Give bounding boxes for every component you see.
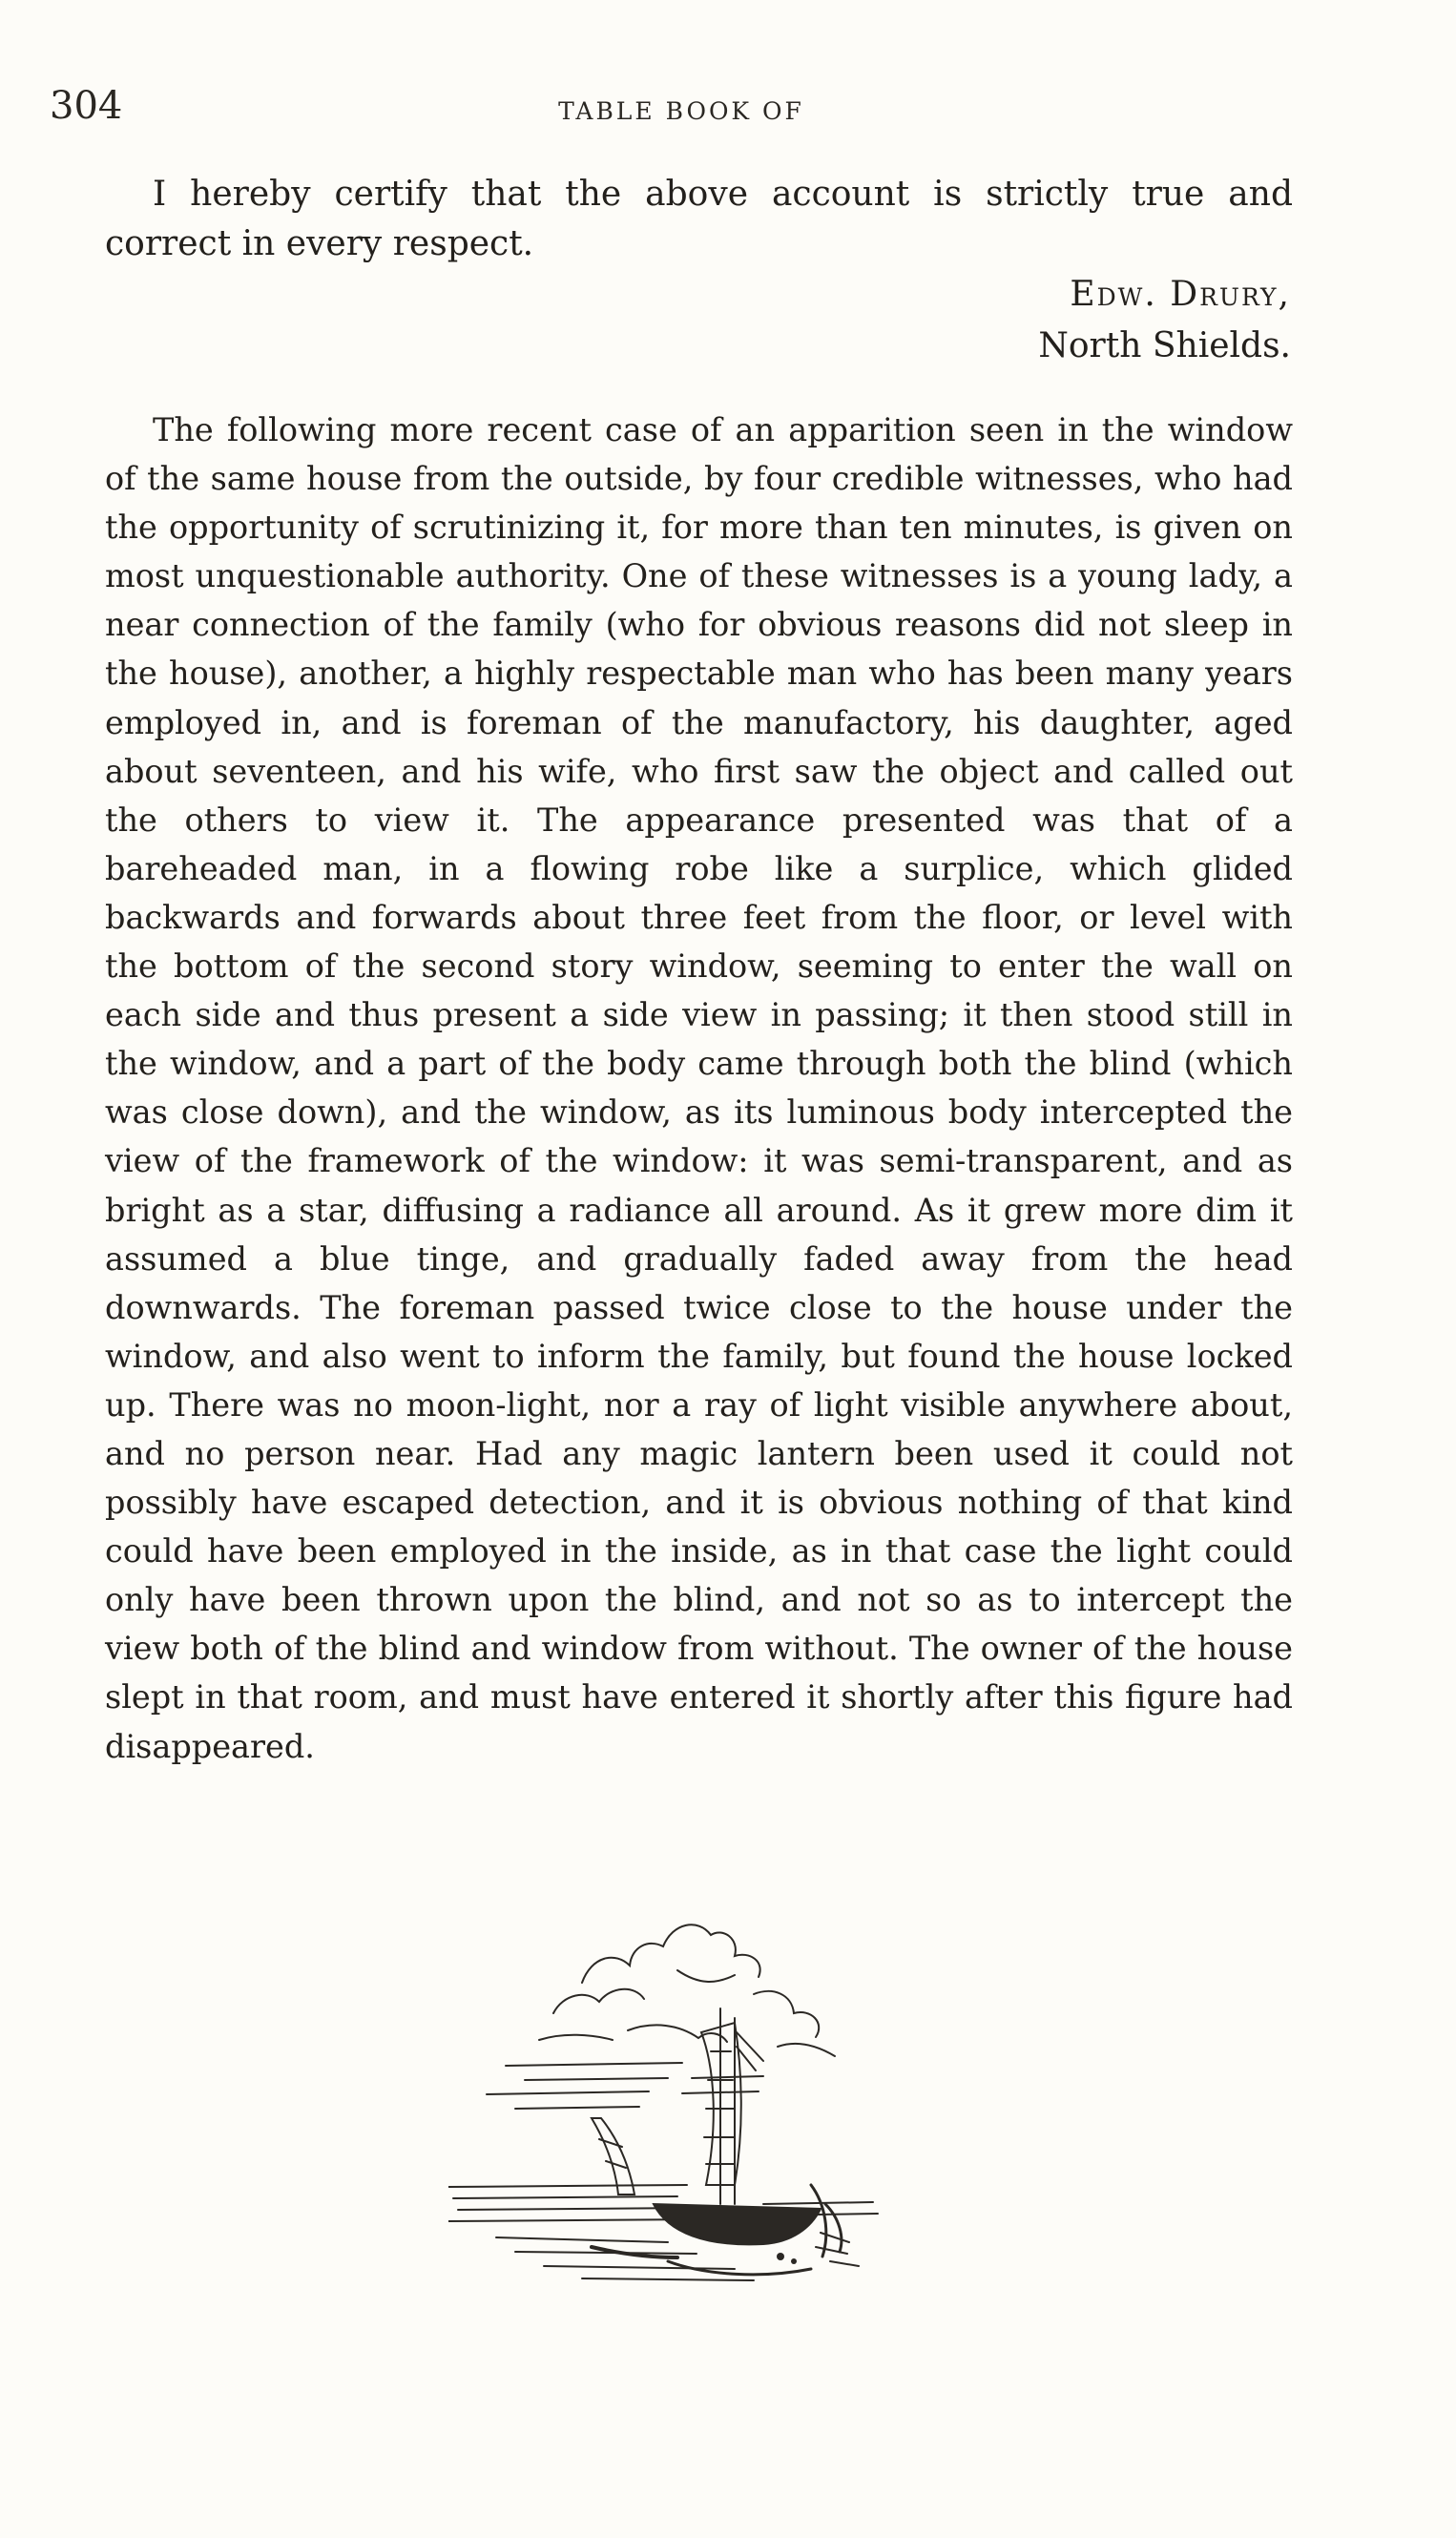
- signer-name: Edw. Drury,: [1070, 275, 1291, 314]
- certificate-block: [105, 170, 1293, 269]
- certificate-text: I hereby certify that the above account is strictly true and correct in every respect.: [105, 175, 1293, 263]
- running-head: TABLE BOOK OF: [558, 97, 804, 125]
- narrative-paragraph: The following more recent case of an apparition seen in the window of the same house from the outside, by four credible witnesses, who had the opportunity of scrutinizing it, for more than ten minutes, is given on most unquestionable authority. One of these witnesses is a young lady, a near connection of the family (who for obvious reasons did not sleep in the house), another, a highly respectable man who has been many years employed in, and is foreman of the manufactory, his daughter, aged about seventeen, and his wife, who first saw the object and called out the others to view it. The appearance presented was that of a bareheaded man, in a flowing robe like a surplice, which glided backwards and forwards about three feet from the floor, or level with the bottom of the second story window, seeming to enter the wall on each side and thus present a side view in passing; it then stood still in the window, and a part of the body came through both the blind (which was close down), and the window, as its luminous body intercepted the view of the framework of the window: it was semi-transparent, and as bright as a star, diffusing a radiance all around. As it grew more dim it assumed a blue tinge, and gradually faded away from the head downwards. The foreman passed twice close to the house under the window, and also went to inform the family, but found the house locked up. There was no moon-light, nor a ray of light visible anywhere about, and no person near. Had any magic lantern been used it could not possibly have escaped detection, and it is obvious nothing of that kind could have been employed in the inside, as in that case the light could only have been thrown upon the blind, and not so as to intercept the view both of the blind and window from without. The owner of the house slept in that room, and must have entered it shortly after this figure had disappeared.: [105, 411, 1293, 1765]
- signature-block: [1038, 269, 1291, 372]
- signer-place: North Shields.: [1038, 326, 1291, 365]
- page-number: 304: [50, 84, 123, 128]
- narrative-block: [105, 406, 1293, 1771]
- sailboat-shore-engraving-icon: [448, 1918, 968, 2304]
- page-header: [50, 84, 1313, 132]
